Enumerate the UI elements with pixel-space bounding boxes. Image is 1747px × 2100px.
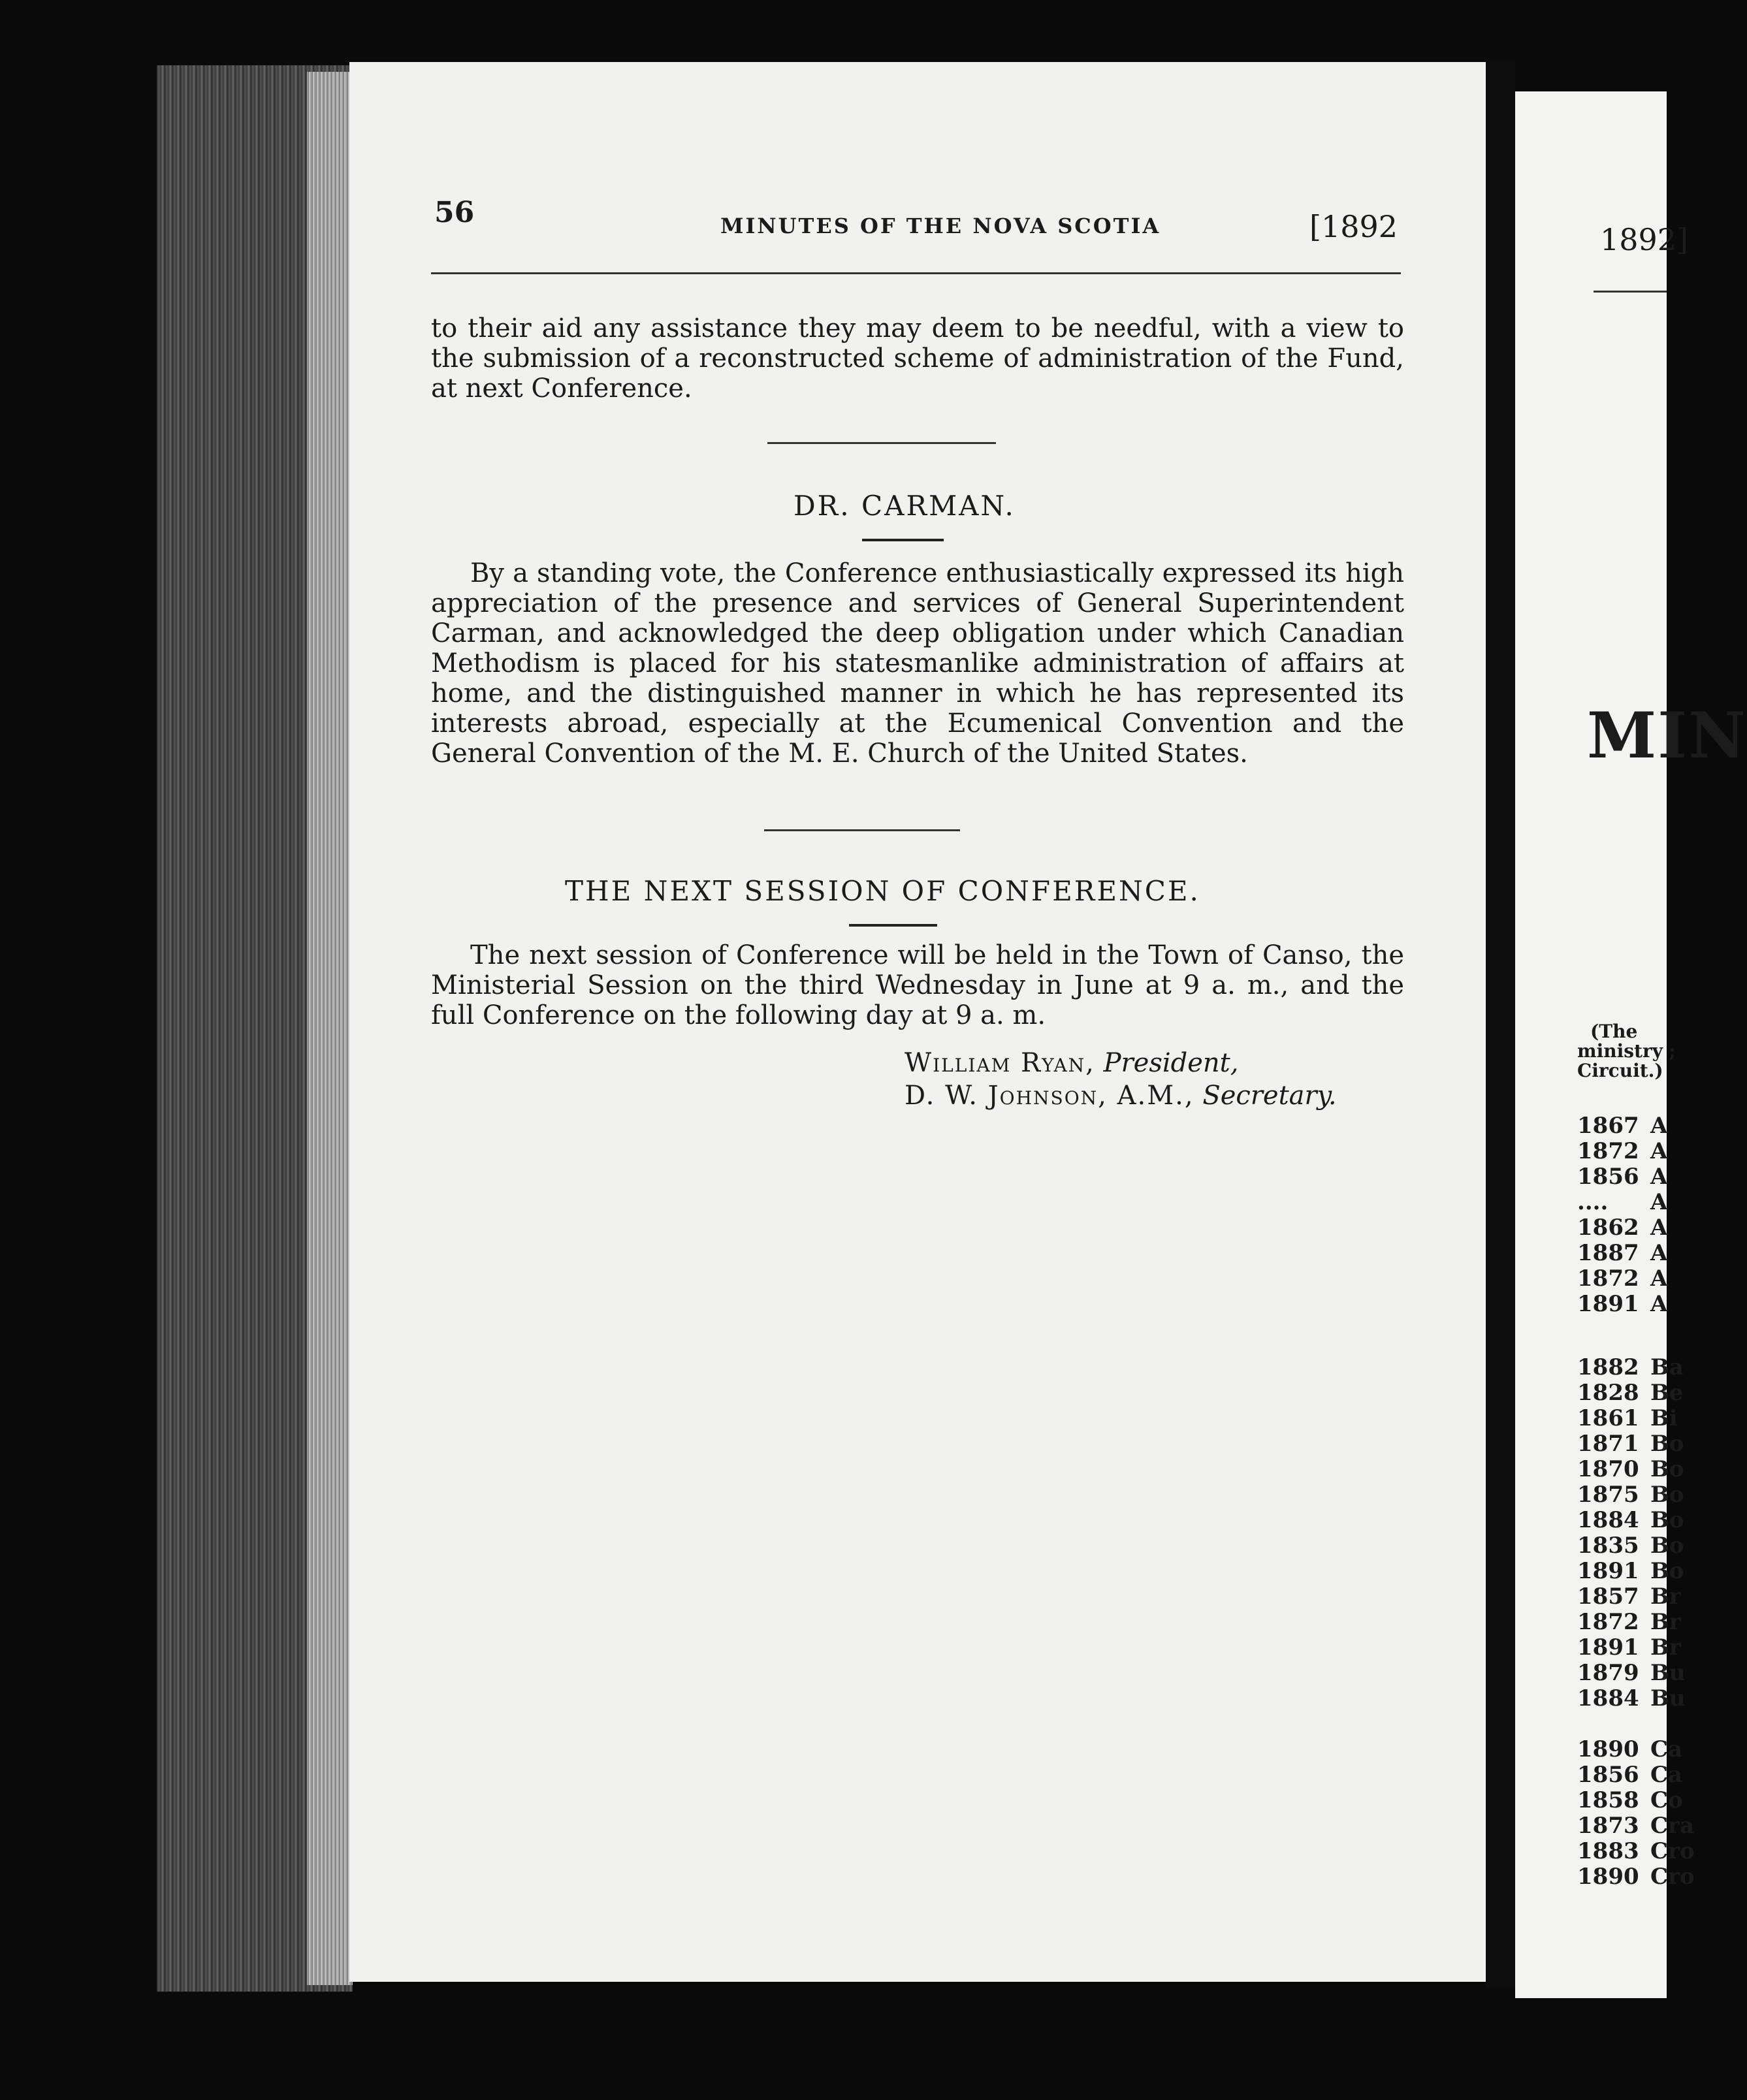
president-signature (905, 1048, 1238, 1078)
list-item: 1862 A (1577, 1215, 1668, 1241)
list-item: .... A (1577, 1189, 1668, 1215)
continuation-text: to their aid any assistance they may deem to be needful, with a view to the submission of a reconstructed scheme of administration of the Fund, at next Conference. (431, 313, 1404, 404)
list-item: 1884 Bo (1577, 1507, 1684, 1533)
list-item: 1872 A (1577, 1138, 1668, 1164)
list-item: 1867 A (1577, 1113, 1668, 1139)
list-item: 1891 Br (1577, 1634, 1681, 1661)
section-divider (767, 442, 996, 444)
carman-paragraph (431, 558, 1404, 769)
list-item: 1871 Bo (1577, 1431, 1684, 1457)
list-item: 1890 Cro (1577, 1864, 1695, 1890)
page-edges (307, 72, 353, 1985)
list-item: 1887 A (1577, 1240, 1668, 1266)
heading-underline (849, 924, 937, 927)
list-item: 1879 Bu (1577, 1660, 1686, 1686)
list-item: 1875 Bo (1577, 1482, 1684, 1508)
left-page (349, 62, 1486, 1982)
list-item: 1882 Ba (1577, 1354, 1684, 1380)
list-item: 1835 Bo (1577, 1533, 1684, 1559)
list-item: 1891 A (1577, 1291, 1668, 1317)
secretary-name: D. W. Johnson, A.M., (905, 1081, 1194, 1111)
list-item: 1891 Bo (1577, 1558, 1684, 1584)
page-number: 56 (434, 196, 475, 229)
list-item: 1884 Bu (1577, 1685, 1686, 1711)
entries-list-b (1577, 1355, 1685, 1711)
list-item: 1828 Be (1577, 1380, 1684, 1406)
heading-underline (862, 539, 944, 541)
continuation-paragraph (431, 313, 1404, 404)
list-item: 1857 Br (1577, 1583, 1681, 1610)
list-item: 1872 A (1577, 1265, 1668, 1292)
section-heading-next-session: THE NEXT SESSION OF CONFERENCE. (565, 875, 1200, 907)
next-session-paragraph (431, 940, 1404, 1030)
president-title: President, (1103, 1048, 1239, 1078)
carman-text: By a standing vote, the Conference enthusiastically expressed its high appreciation of the presence and services of General Superintendent Carman, and acknowledged the deep obligation under which Canadian Methodism is placed for his statesmanlike administration of affairs at home, and the distinguished manner in which he has represented its interests abroad, especially at the Ecumenical Convention and the General Convention of the M. E. Church of the United States. (431, 558, 1404, 769)
secretary-signature (905, 1081, 1337, 1111)
section-divider (764, 829, 960, 831)
right-page-title: MIN (1587, 699, 1747, 772)
section-heading-carman: DR. CARMAN. (793, 490, 1016, 522)
next-session-text: The next session of Conference will be held in the Town of Canso, the Ministerial Session on the third Wednesday in June at 9 a. m., and the full Conference on the following day at 9 a. m. (431, 940, 1404, 1030)
entries-list-a (1577, 1113, 1667, 1317)
president-name: William Ryan, (905, 1048, 1095, 1078)
secretary-title: Secretary. (1202, 1081, 1337, 1111)
right-running-year: 1892] (1600, 222, 1689, 257)
note-line: ministry ; (1577, 1040, 1676, 1062)
list-item: 1872 Br (1577, 1609, 1681, 1635)
list-item: 1883 Cro (1577, 1838, 1695, 1864)
entries-list-c (1577, 1737, 1695, 1890)
list-item: 1890 Ca (1577, 1736, 1683, 1762)
right-header-rule (1594, 291, 1667, 293)
list-item: 1856 Ca (1577, 1762, 1683, 1788)
running-head: MINUTES OF THE NOVA SCOTIA (720, 214, 1161, 238)
header-rule (431, 272, 1401, 274)
book-gutter (1486, 62, 1515, 1988)
list-item: 1856 A (1577, 1164, 1668, 1190)
list-item: 1858 Co (1577, 1787, 1683, 1813)
note-line: Circuit.) (1577, 1060, 1663, 1081)
list-item: 1861 Bi (1577, 1405, 1678, 1431)
running-year: [1892 (1309, 209, 1398, 244)
list-item: 1870 Bo (1577, 1456, 1684, 1482)
right-page (1515, 91, 1747, 1998)
note-line: (The (1590, 1021, 1638, 1042)
list-item: 1873 Cra (1577, 1813, 1695, 1839)
